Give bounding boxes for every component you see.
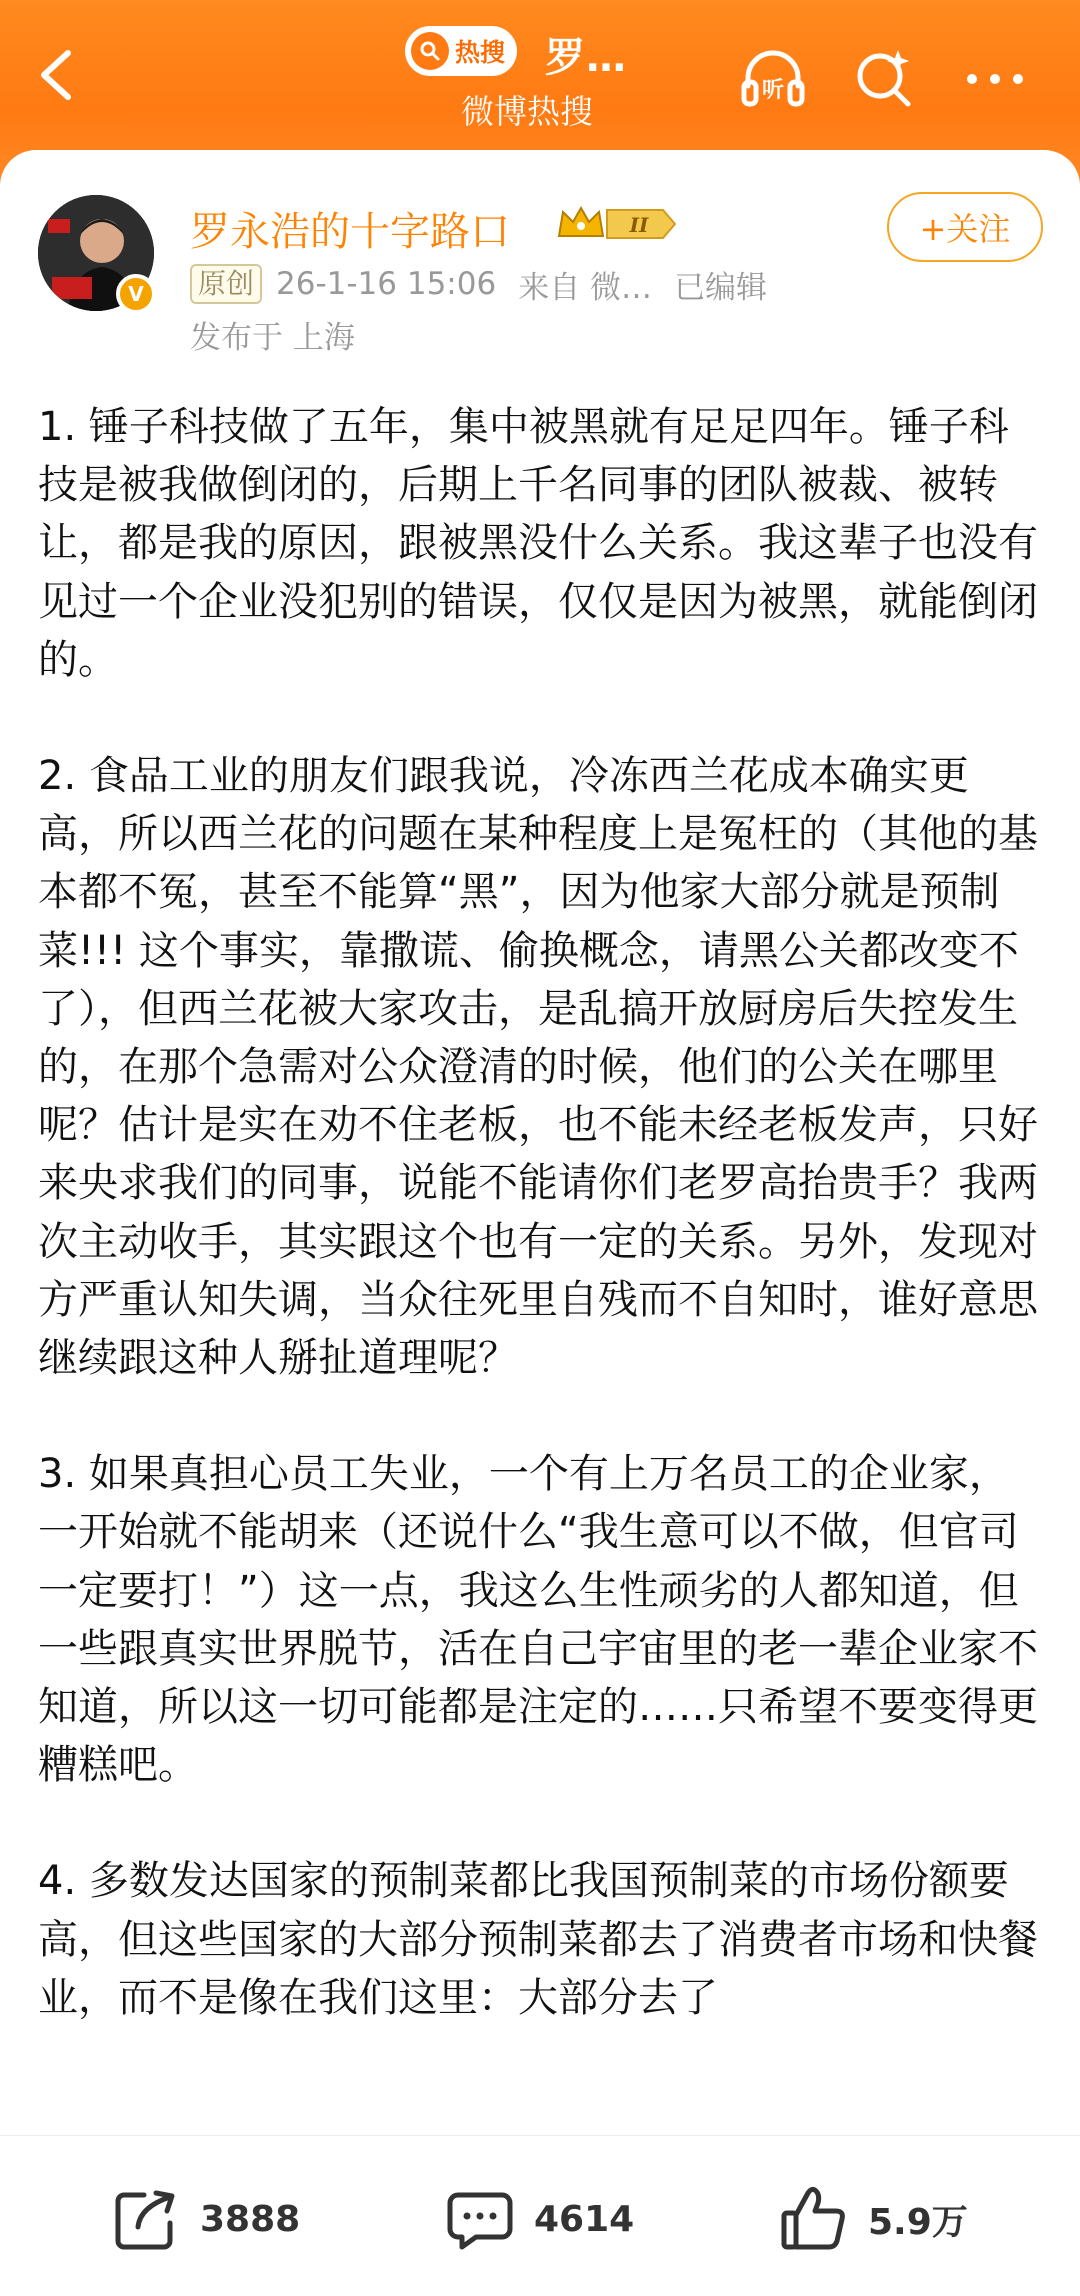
like-button[interactable] (778, 2184, 968, 2254)
member-crown-icon[interactable] (555, 202, 685, 246)
post-time: 26-1-16 15:06 (276, 266, 497, 302)
post-card (0, 150, 1080, 2150)
back-button[interactable] (18, 35, 98, 115)
svg-text:听: 听 (761, 78, 785, 103)
back-arrow-icon (18, 35, 98, 115)
repost-icon (110, 2183, 182, 2255)
repost-count: 3888 (200, 2198, 301, 2240)
comment-count: 4614 (534, 2198, 635, 2240)
post-paragraph: 3. 如果真担心员工失业，一个有上万名员工的企业家，一开始就不能胡来（还说什么“我生意可以不做，但官司一定要打！”）这一点，我这么生性顽劣的人都知道，但一些跟真实世界脱节，活在自己宇宙里的老一辈企业家不知道，所以这一切可能都是注定的……只希望不要变得更糟糕吧。 (38, 1451, 1038, 1789)
author-name[interactable]: 罗永浩的十字路口 (190, 209, 510, 255)
post-location: 发布于 上海 (190, 320, 355, 356)
search-sparkle-icon (848, 42, 922, 116)
listen-button[interactable] (736, 42, 810, 116)
edited-label[interactable]: 已编辑 (674, 269, 768, 306)
post-paragraph: 4. 多数发达国家的预制菜都比我国预制菜的市场份额要高，但这些国家的大部分预制菜都去了消费者市场和快餐业，而不是像在我们这里：大部分去了 (38, 1858, 1038, 2021)
topic-title: 罗… (545, 35, 627, 81)
hot-search-title[interactable] (405, 20, 675, 140)
repost-button[interactable] (110, 2184, 300, 2254)
hot-search-badge-label: 热搜 (455, 38, 506, 67)
post-paragraph: 1. 锤子科技做了五年，集中被黑就有足足四年。锤子科技是被我做倒闭的，后期上千名同事的团队被裁、被转让，都是我的原因，跟被黑没什么关系。我这辈子也没有见过一个企业没犯别的错误，仅仅是因为被黑，就能倒闭的。 (38, 404, 1038, 683)
search-icon (411, 32, 449, 70)
thumbs-up-icon (778, 2183, 850, 2255)
post-source: 来自 微… (518, 269, 653, 306)
more-icon (958, 42, 1032, 116)
search-button[interactable] (848, 42, 922, 116)
hot-search-badge (405, 26, 517, 76)
comment-icon (444, 2183, 516, 2255)
follow-button[interactable]: +关注 (887, 192, 1043, 262)
post-body (38, 398, 1048, 2085)
more-button[interactable] (958, 42, 1032, 116)
action-bar (0, 2135, 1080, 2296)
topic-subtitle: 微博热搜 (461, 92, 593, 131)
post-meta (190, 262, 767, 306)
level-badge-text: II (629, 213, 649, 237)
listen-icon (736, 42, 810, 116)
original-tag: 原创 (190, 264, 262, 304)
comment-button[interactable] (444, 2184, 634, 2254)
verified-badge-icon: V (116, 274, 156, 314)
post-paragraph: 2. 食品工业的朋友们跟我说，冷冻西兰花成本确实更高，所以西兰花的问题在某种程度上是冤枉的（其他的基本都不冤，甚至不能算“黑”，因为他家大部分就是预制菜!!! 这个事实，靠撒谎、偷换概念，请黑公关都改变不了），但西兰花被大家攻击，是乱搞开放厨房后失控发生的，在那个急需对公众澄清的时候，他们的公关在哪里呢？估计是实在劝不住老板，也不能未经老板发声，只好来央求我们的同事，说能不能请你们老罗高抬贵手？我两次主动收手，其实跟这个也有一定的关系。另外，发现对方严重认知失调，当众往死里自残而不自知时，谁好意思继续跟这种人掰扯道理呢？ (38, 753, 1038, 1382)
like-count: 5.9万 (868, 2201, 968, 2243)
